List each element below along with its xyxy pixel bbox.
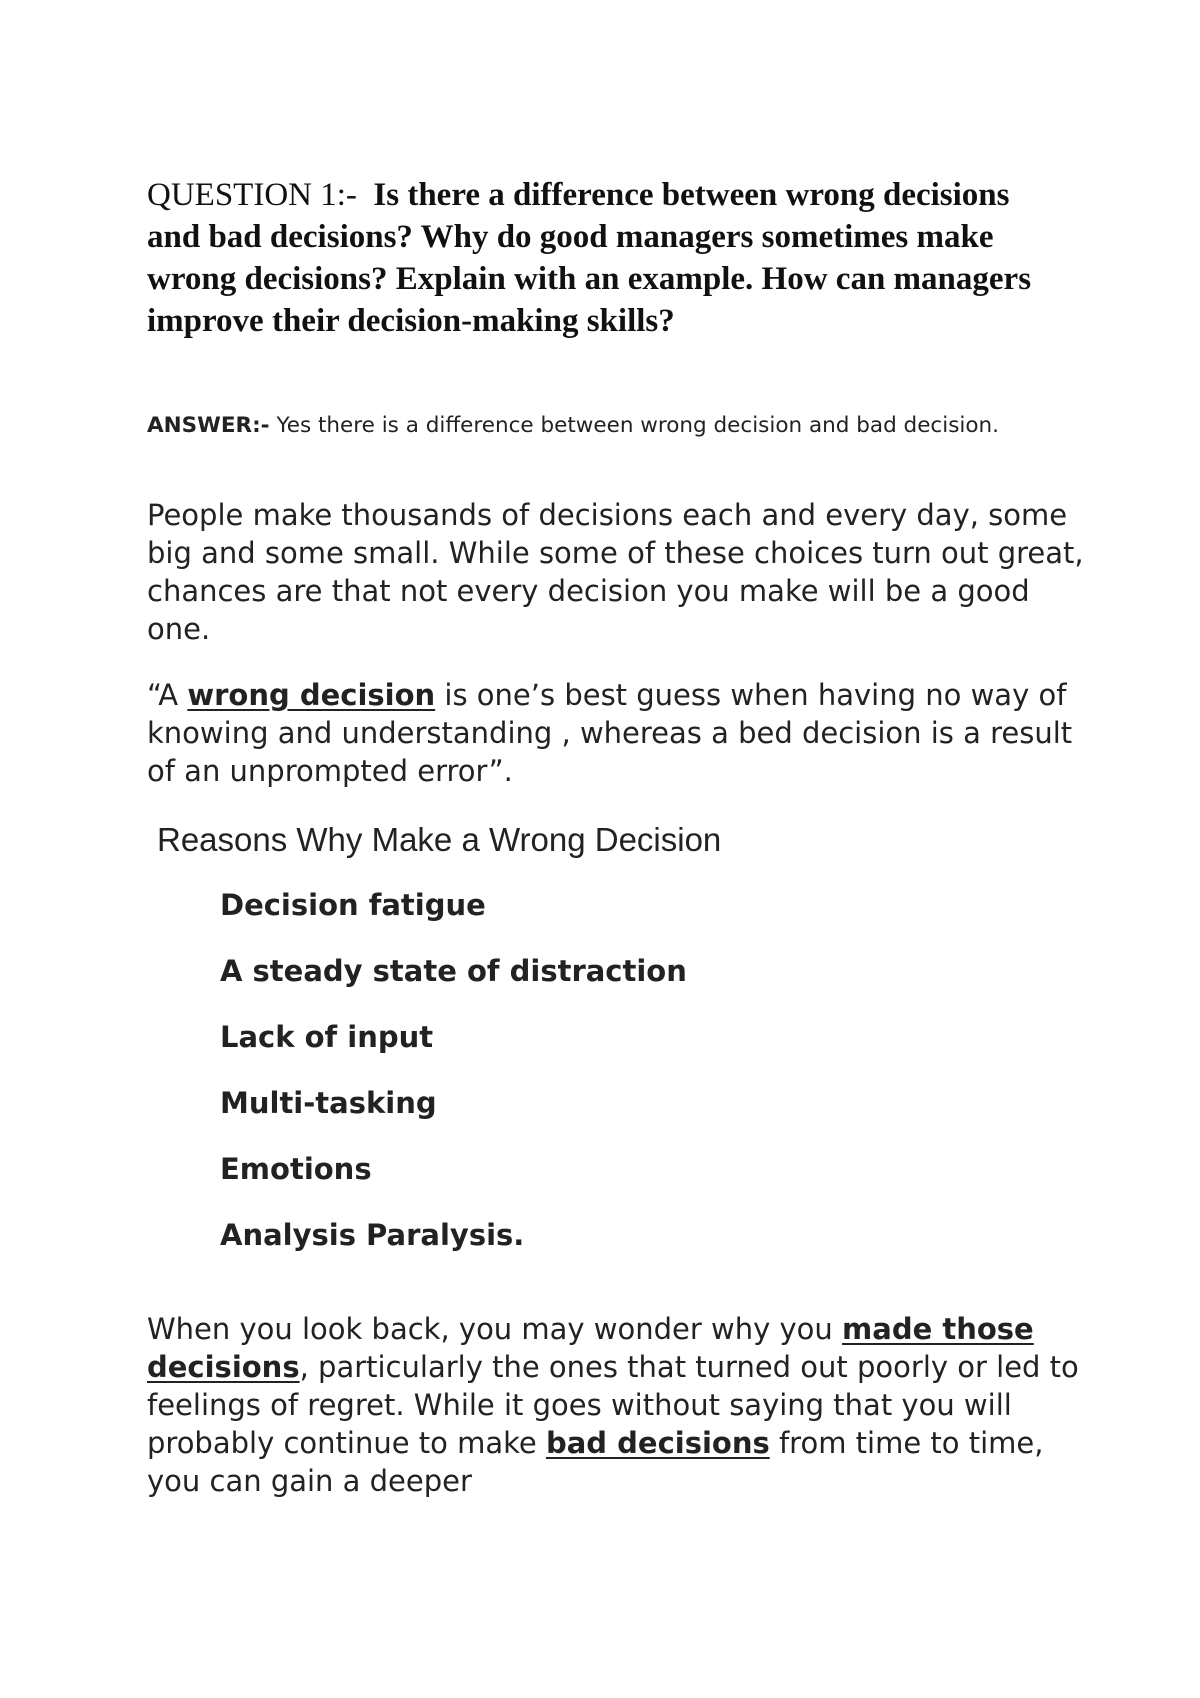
paragraph-look-back xyxy=(147,1310,1087,1500)
answer-intro xyxy=(147,412,1047,440)
look-back-text-1: When you look back, you may wonder why you xyxy=(147,1312,833,1346)
definition-text: is one’s best guess when having no way of knowing and understanding , whereas a bed decision is a result of an unprompted error”. xyxy=(147,678,1073,788)
reason-item: A steady state of distraction xyxy=(220,954,687,988)
paragraph-wrong-decision-definition xyxy=(147,676,1087,790)
answer-text: Yes there is a difference between wrong decision and bad decision. xyxy=(276,413,1000,438)
wrong-decision-link[interactable]: wrong decision xyxy=(187,678,436,712)
reason-item: Emotions xyxy=(220,1152,372,1186)
look-back-text-3: from time to time, you can gain a deeper xyxy=(147,1426,1044,1498)
reasons-list xyxy=(220,886,687,1282)
question-text: Is there a difference between wrong decisions and bad decisions? Why do good managers sometimes make wrong decisions? Explain with an example. How can managers improve their decision-making skills? xyxy=(147,177,1032,339)
reason-item: Multi-tasking xyxy=(220,1086,437,1120)
reasons-heading: Reasons Why Make a Wrong Decision xyxy=(157,821,722,858)
reason-item: Analysis Paralysis. xyxy=(220,1218,525,1252)
look-back-text-2: , particularly the ones that turned out poorly or led to feelings of regret. While it goes without saying that you will probably continue to make xyxy=(147,1350,1079,1460)
bad-decisions-link[interactable]: bad decisions xyxy=(545,1426,770,1460)
answer-label: ANSWER:- xyxy=(147,413,270,438)
reason-item: Decision fatigue xyxy=(220,888,486,922)
paragraph-decisions-daily: People make thousands of decisions each and every day, some big and some small. While some of these choices turn out great, chances are that not every decision you make will be a good one. xyxy=(147,498,1084,646)
question-label: QUESTION 1:- xyxy=(147,177,357,213)
made-those-decisions-link[interactable]: made those decisions xyxy=(147,1312,1034,1384)
quote-open-text: “A xyxy=(147,678,179,712)
reason-item: Lack of input xyxy=(220,1020,434,1054)
question-heading xyxy=(147,174,1047,342)
